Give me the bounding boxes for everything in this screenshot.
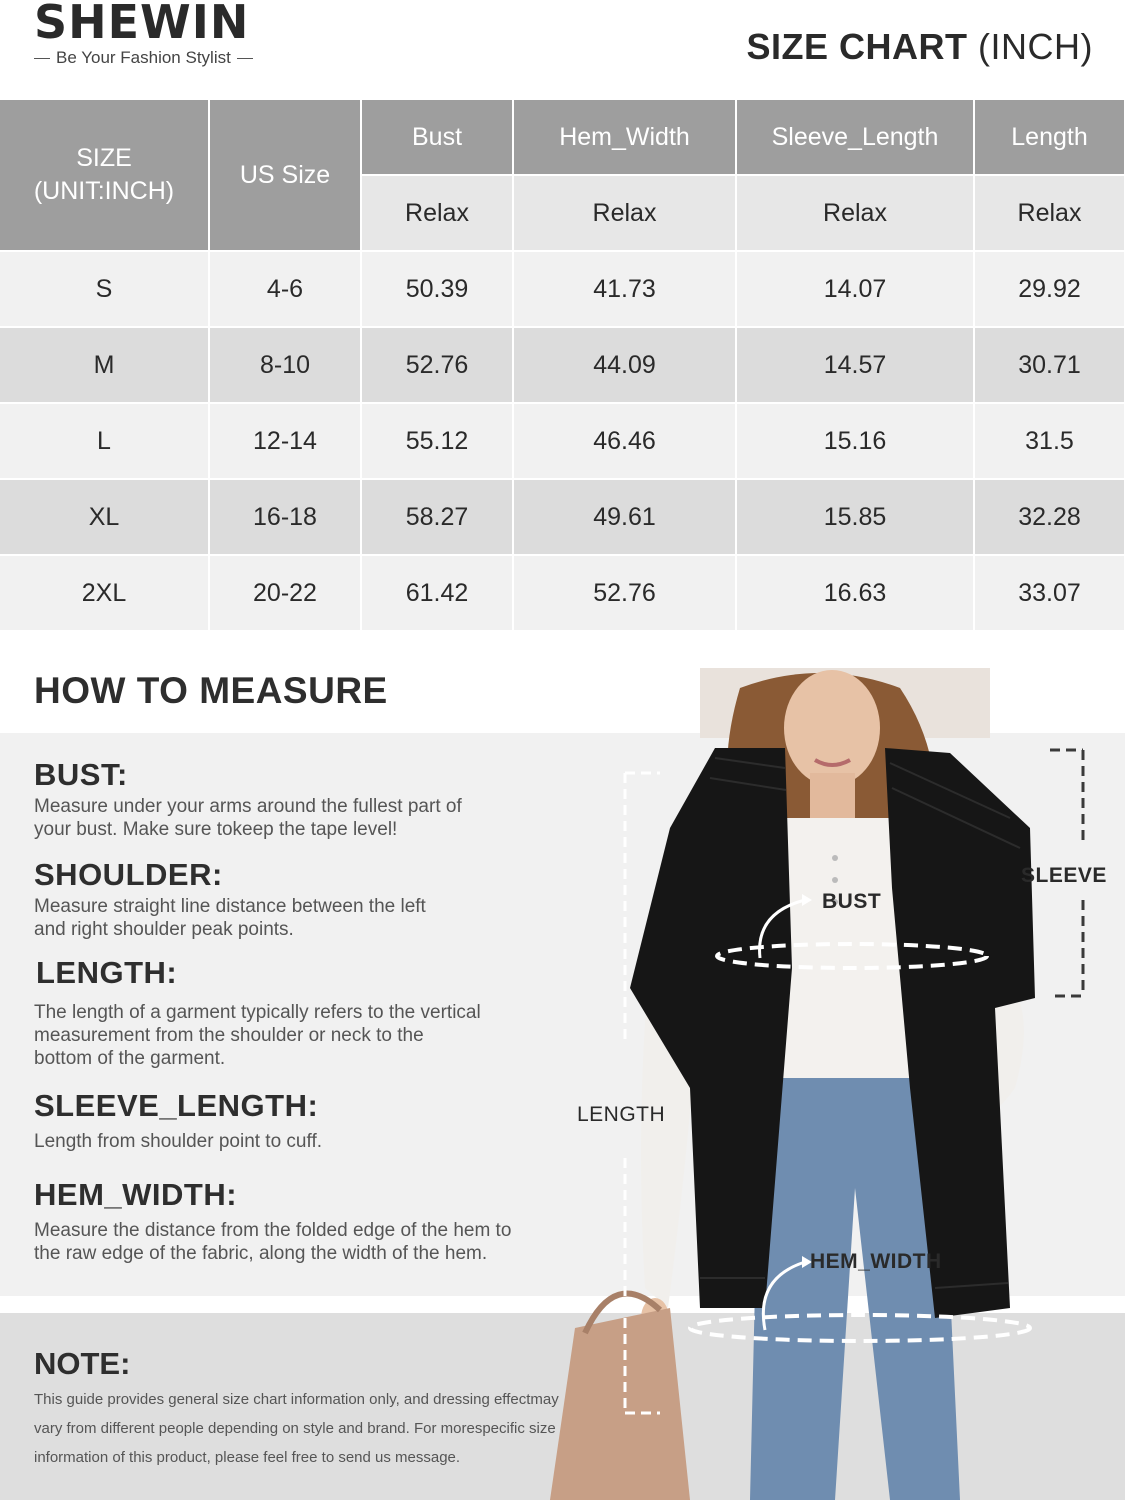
header-length: Length	[974, 100, 1125, 175]
tagline-dash-left	[34, 58, 50, 59]
table-row	[0, 403, 1125, 479]
cell-hem-width: 41.73	[513, 251, 736, 327]
how-to-measure-title: HOW TO MEASURE	[34, 670, 388, 711]
note-title: NOTE:	[34, 1346, 131, 1381]
cell-size: M	[0, 327, 209, 403]
top-button	[832, 877, 838, 883]
subheader-hem-width: Relax	[513, 175, 736, 251]
definition-desc: Measure under your arms around the fullest part of your bust. Make sure tokeep the tape level!	[34, 796, 462, 840]
cell-bust: 61.42	[361, 555, 513, 631]
cell-sleeve-length: 15.16	[736, 403, 974, 479]
cell-size: 2XL	[0, 555, 209, 631]
size-table	[0, 100, 1125, 632]
definition-desc: Measure straight line distance between the left and right shoulder peak points.	[34, 896, 426, 940]
hem-measure-line	[690, 1315, 1030, 1341]
definition-term: HEM_WIDTH:	[34, 1177, 238, 1212]
cell-us-size: 4-6	[209, 251, 361, 327]
cell-hem-width: 46.46	[513, 403, 736, 479]
definition-term: SLEEVE_LENGTH:	[34, 1088, 319, 1123]
model-illustration	[540, 668, 1125, 1500]
handbag	[550, 1308, 690, 1500]
brand-logo: SHEWIN	[34, 0, 250, 49]
header-size: SIZE (UNIT:INCH)	[0, 100, 209, 251]
tagline-dash-right	[237, 58, 253, 59]
cell-length: 32.28	[974, 479, 1125, 555]
cell-bust: 55.12	[361, 403, 513, 479]
definition-desc: The length of a garment typically refers to the vertical measurement from the shoulder or neck to the bottom of the garment.	[34, 1002, 481, 1069]
cell-size: S	[0, 251, 209, 327]
definition-hem-width	[34, 1177, 554, 1265]
cell-bust: 58.27	[361, 479, 513, 555]
cell-us-size: 20-22	[209, 555, 361, 631]
definition-length	[34, 955, 554, 1070]
note-text: This guide provides general size chart information only, and dressing effectmay vary from different people depending on style and brand. For morespecific size information of this product, please feel free to send us message.	[34, 1391, 559, 1466]
definition-bust	[34, 757, 554, 841]
cell-bust: 52.76	[361, 327, 513, 403]
table-row	[0, 327, 1125, 403]
cell-us-size: 12-14	[209, 403, 361, 479]
subheader-bust: Relax	[361, 175, 513, 251]
cell-length: 31.5	[974, 403, 1125, 479]
cell-hem-width: 44.09	[513, 327, 736, 403]
definition-term: LENGTH:	[36, 955, 178, 990]
cell-sleeve-length: 16.63	[736, 555, 974, 631]
model-figure	[540, 668, 1125, 1500]
size-chart-title-main: SIZE CHART	[746, 26, 968, 67]
brand-block	[34, 0, 253, 68]
table-row	[0, 555, 1125, 631]
cell-us-size: 8-10	[209, 327, 361, 403]
cell-size: L	[0, 403, 209, 479]
cell-length: 33.07	[974, 555, 1125, 631]
definition-term: SHOULDER:	[34, 857, 223, 892]
table-header-row	[0, 100, 1125, 175]
hem-width-label: HEM_WIDTH	[810, 1250, 942, 1273]
header-sleeve-length: Sleeve_Length	[736, 100, 974, 175]
header-us-size: US Size	[209, 100, 361, 251]
cell-hem-width: 49.61	[513, 479, 736, 555]
subheader-sleeve-length: Relax	[736, 175, 974, 251]
header-bust: Bust	[361, 100, 513, 175]
cell-us-size: 16-18	[209, 479, 361, 555]
cell-sleeve-length: 14.57	[736, 327, 974, 403]
sleeve-label: SLEEVE	[1021, 864, 1107, 887]
neck	[810, 773, 855, 818]
bust-label: BUST	[822, 890, 882, 913]
size-chart-title-unit: (INCH)	[978, 26, 1093, 67]
definition-desc: Measure the distance from the folded edge of the hem to the raw edge of the fabric, along the width of the hem.	[34, 1220, 512, 1264]
header-hem-width: Hem_Width	[513, 100, 736, 175]
length-label: LENGTH	[577, 1103, 666, 1126]
cell-size: XL	[0, 479, 209, 555]
definition-term: BUST:	[34, 757, 128, 792]
table-row	[0, 251, 1125, 327]
definition-shoulder	[34, 857, 554, 941]
top-button	[832, 855, 838, 861]
cell-length: 29.92	[974, 251, 1125, 327]
table-row	[0, 479, 1125, 555]
subheader-length: Relax	[974, 175, 1125, 251]
cell-sleeve-length: 15.85	[736, 479, 974, 555]
cell-hem-width: 52.76	[513, 555, 736, 631]
face	[784, 670, 880, 786]
definition-desc: Length from shoulder point to cuff.	[34, 1131, 322, 1152]
cell-sleeve-length: 14.07	[736, 251, 974, 327]
definition-sleeve-length	[34, 1088, 554, 1153]
brand-tagline: Be Your Fashion Stylist	[56, 48, 231, 67]
cell-length: 30.71	[974, 327, 1125, 403]
size-chart-title	[747, 26, 1094, 68]
brand-tagline-row	[34, 48, 253, 68]
cell-bust: 50.39	[361, 251, 513, 327]
